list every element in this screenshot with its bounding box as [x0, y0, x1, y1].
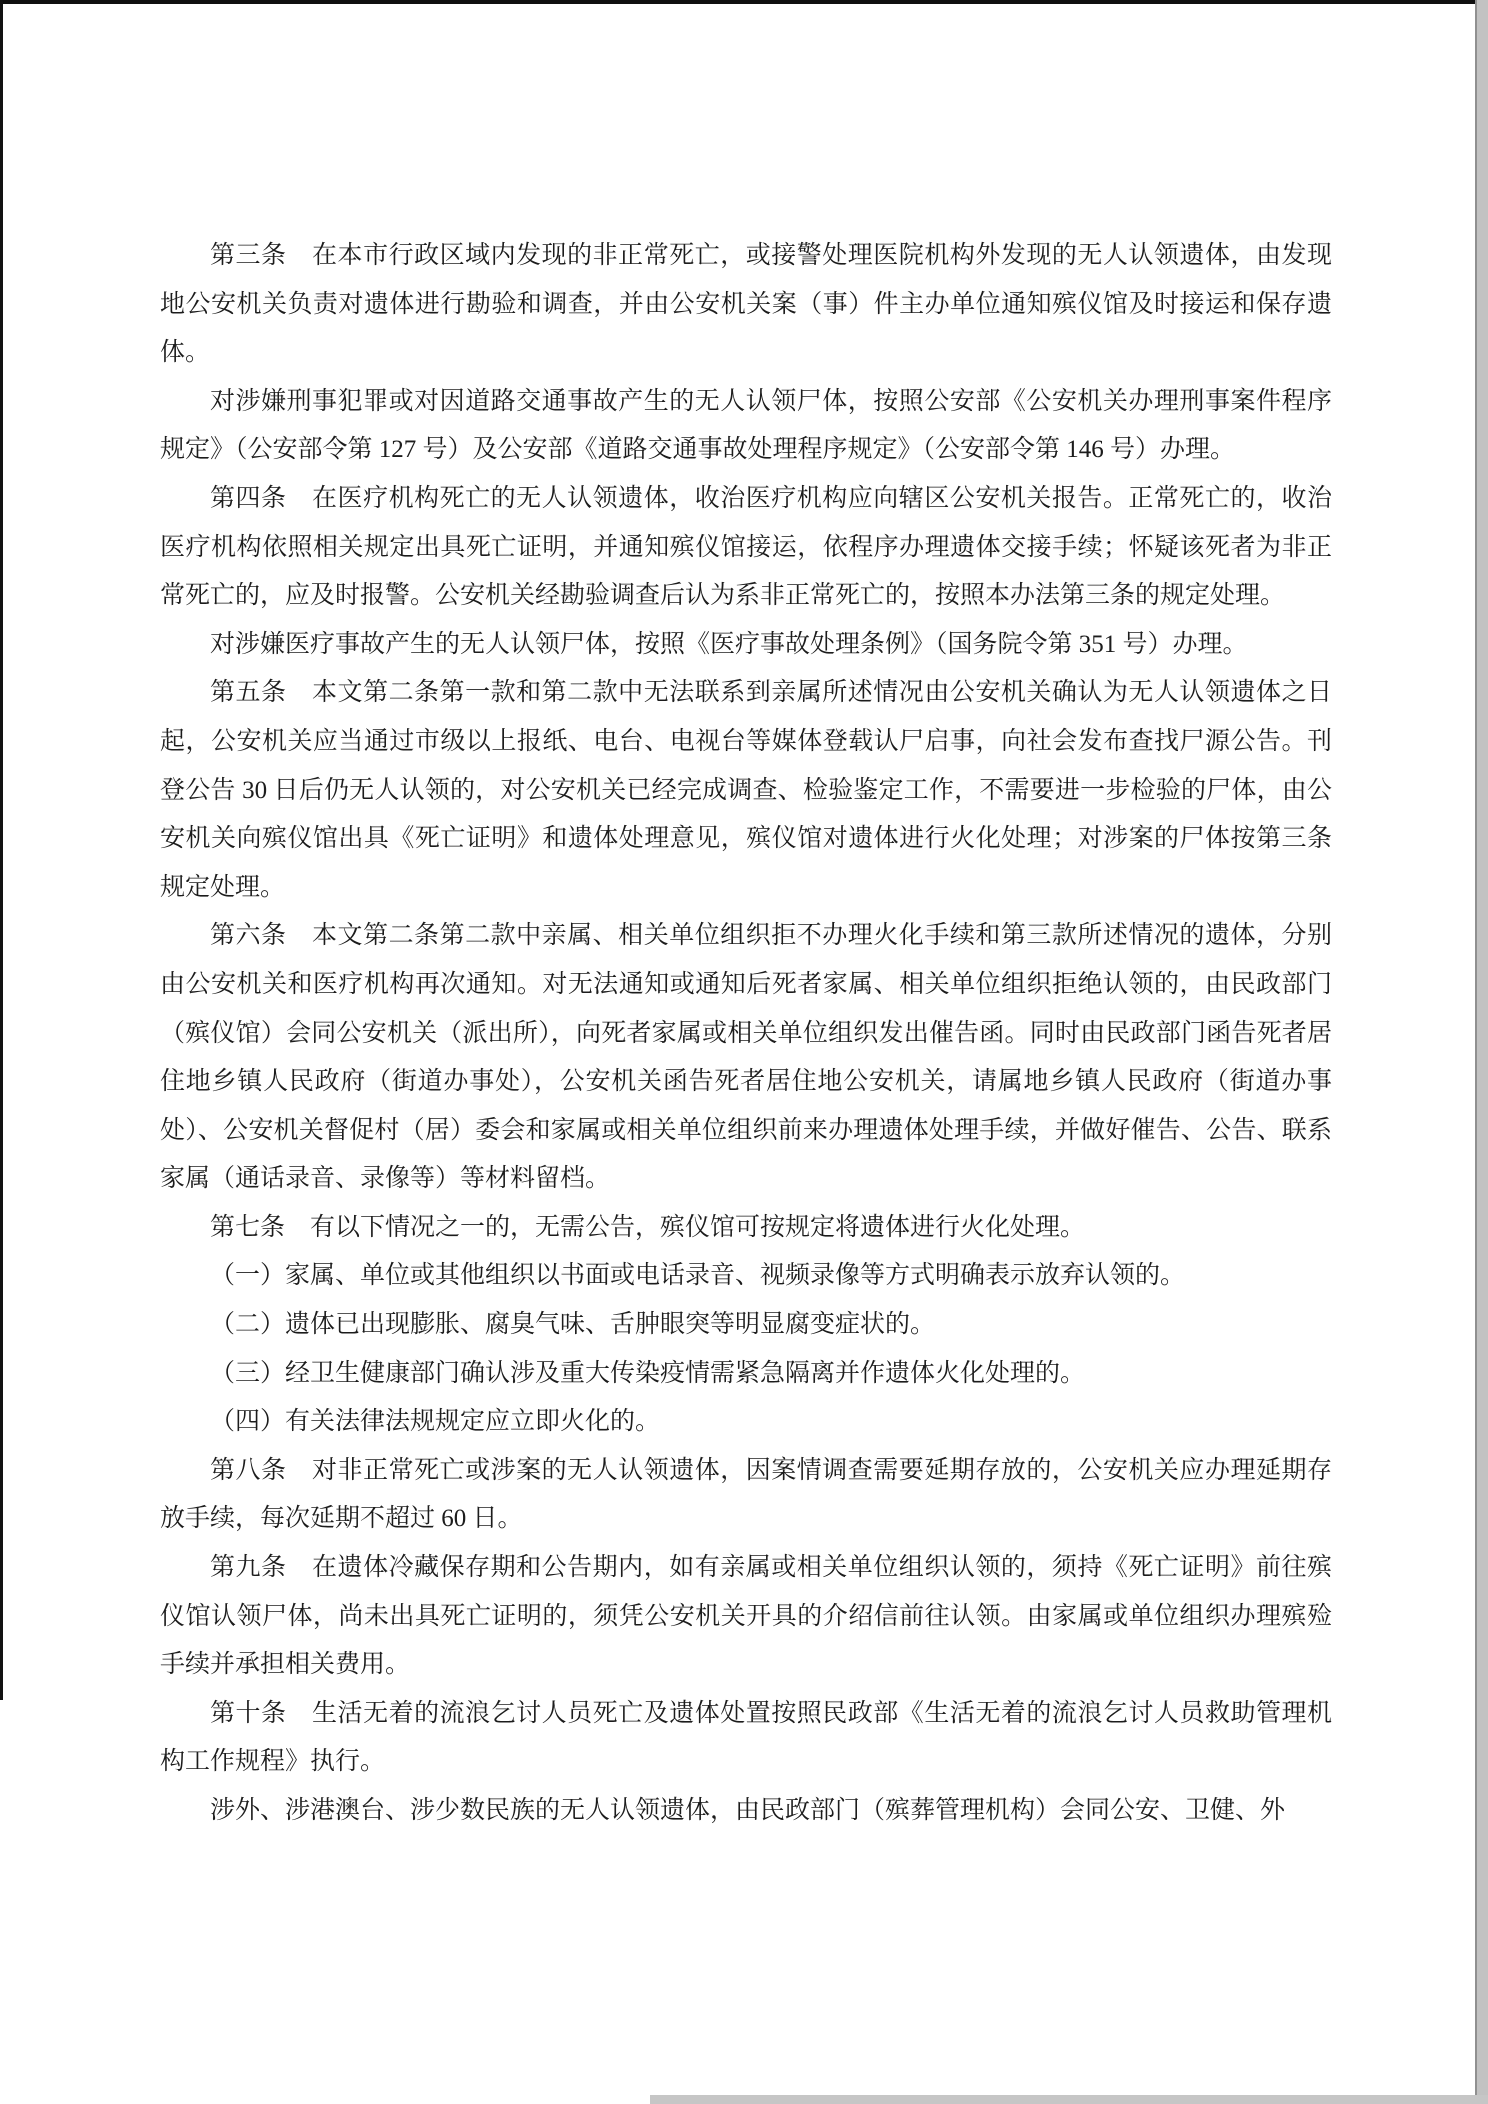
- para-article-7-item-3: （三）经卫生健康部门确认涉及重大传染疫情需紧急隔离并作遗体火化处理的。: [210, 1359, 1086, 1387]
- para-article-7-item-2: （二）遗体已出现膨胀、腐臭气味、舌肿眼突等明显腐变症状的。: [210, 1311, 936, 1339]
- scan-edge-bottom: [650, 2095, 1488, 2104]
- para-article-7: 第七条 有以下情况之一的，无需公告，殡仪馆可按规定将遗体进行火化处理。: [210, 1213, 1086, 1241]
- para-article-6: 第六条 本文第二条第二款中亲属、相关单位组织拒不办理火化手续和第三款所述情况的遗体，分别由公安机关和医疗机构再次通知。对无法通知或通知后死者家属、相关单位组织拒绝认领的，由民政部门（殡仪馆）会同公安机关（派出所），向死者家属或相关单位组织发出催告函。同时由民政部门函告死者居住地乡镇人民政府（街道办事处），公安机关函告死者居住地公安机关，请属地乡镇人民政府（街道办事处）、公安机关督促村（居）委会和家属或相关单位组织前来办理遗体处理手续，并做好催告、公告、联系家属（通话录音、录像等）等材料留档。: [160, 922, 1332, 1193]
- para-article-9: 第九条 在遗体冷藏保存期和公告期内，如有亲属或相关单位组织认领的，须持《死亡证明》前往殡仪馆认领尸体，尚未出具死亡证明的，须凭公安机关开具的介绍信前往认领。由家属或单位组织办理殡殓手续并承担相关费用。: [160, 1554, 1332, 1679]
- scan-edge-right: [1475, 0, 1488, 2104]
- para-foreign-related: 涉外、涉港澳台、涉少数民族的无人认领遗体，由民政部门（殡葬管理机构）会同公安、卫健、外: [210, 1797, 1286, 1824]
- para-article-10: 第十条 生活无着的流浪乞讨人员死亡及遗体处置按照民政部《生活无着的流浪乞讨人员救助管理机构工作规程》执行。: [160, 1699, 1332, 1776]
- para-article-4-medical-accident: 对涉嫌医疗事故产生的无人认领尸体，按照《医疗事故处理条例》（国务院令第 351 号）办理。: [210, 630, 1248, 658]
- scan-edge-left: [0, 0, 3, 1700]
- scan-edge-top: [0, 0, 1488, 4]
- para-article-3: 第三条 在本市行政区域内发现的非正常死亡，或接警处理医院机构外发现的无人认领遗体，由发现地公安机关负责对遗体进行勘验和调查，并由公安机关案（事）件主办单位通知殡仪馆及时接运和保存遗体。: [160, 242, 1332, 367]
- para-article-8: 第八条 对非正常死亡或涉案的无人认领遗体，因案情调查需要延期存放的，公安机关应办理延期存放手续，每次延期不超过 60 日。: [160, 1456, 1332, 1533]
- para-article-4: 第四条 在医疗机构死亡的无人认领遗体，收治医疗机构应向辖区公安机关报告。正常死亡的，收治医疗机构依照相关规定出具死亡证明，并通知殡仪馆接运，依程序办理遗体交接手续；怀疑该死者为非正常死亡的，应及时报警。公安机关经勘验调查后认为系非正常死亡的，按照本办法第三条的规定处理。: [160, 484, 1332, 610]
- para-article-7-item-1: （一）家属、单位或其他组织以书面或电话录音、视频录像等方式明确表示放弃认领的。: [210, 1262, 1186, 1290]
- para-article-5: 第五条 本文第二条第一款和第二款中无法联系到亲属所述情况由公安机关确认为无人认领遗体之日起，公安机关应当通过市级以上报纸、电台、电视台等媒体登载认尸启事，向社会发布查找尸源公告。刊登公告 30 日后仍无人认领的，对公安机关已经完成调查、检验鉴定工作，不需要进一步检验的尸体，由公安机关向殡仪馆出具《死亡证明》和遗体处理意见，殡仪馆对遗体进行火化处理；对涉案的尸体按第三条规定处理。: [160, 679, 1332, 901]
- para-article-7-item-4: （四）有关法律法规规定应立即火化的。: [210, 1408, 661, 1436]
- para-article-3-criminal-traffic: 对涉嫌刑事犯罪或对因道路交通事故产生的无人认领尸体，按照公安部《公安机关办理刑事案件程序规定》（公安部令第 127 号）及公安部《道路交通事故处理程序规定》（公安部令第 146 号）办理。: [160, 387, 1332, 464]
- document-body: [160, 232, 1332, 1836]
